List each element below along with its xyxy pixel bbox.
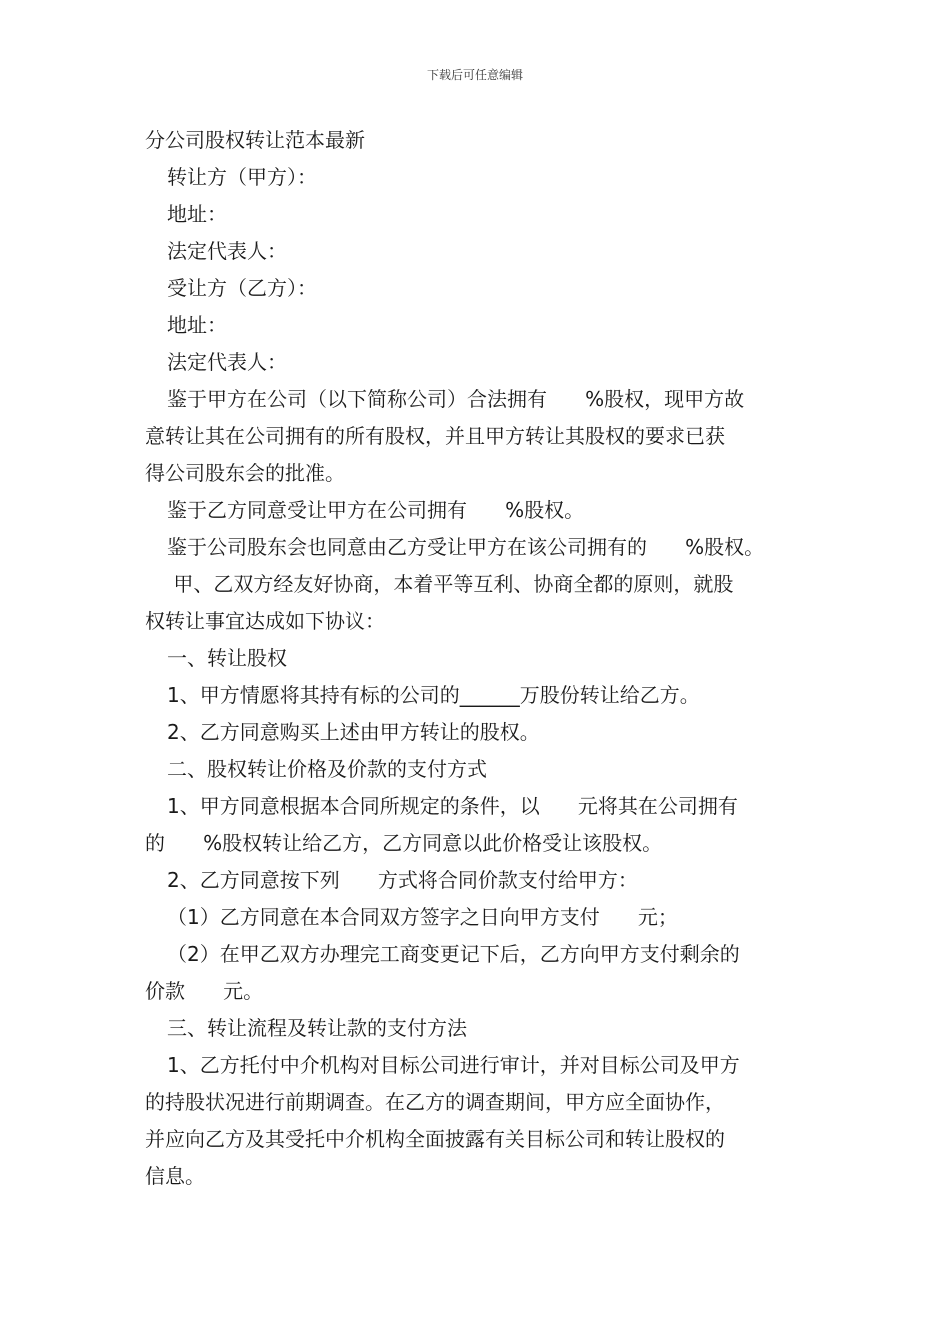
page-header-note: 下载后可任意编辑 bbox=[426, 68, 523, 82]
paragraph-line: 地址： bbox=[167, 313, 227, 337]
paragraph-line: 2、乙方同意按下列 方式将合同价款支付给甲方： bbox=[167, 868, 638, 892]
paragraph-line: 意转让其在公司拥有的所有股权，并且甲方转让其股权的要求已获 bbox=[145, 424, 725, 448]
paragraph-line: 并应向乙方及其受托中介机构全面披露有关目标公司和转让股权的 bbox=[145, 1127, 725, 1151]
paragraph-line: 受让方（乙方）： bbox=[167, 276, 317, 300]
paragraph-line: 的 %股权转让给乙方，乙方同意以此价格受让该股权。 bbox=[145, 831, 663, 855]
paragraph-line: 1、乙方托付中介机构对目标公司进行审计，并对目标公司及甲方 bbox=[167, 1053, 740, 1077]
paragraph-line: 价款 元。 bbox=[145, 979, 264, 1003]
paragraph-line: 2、乙方同意购买上述由甲方转让的股权。 bbox=[167, 720, 540, 744]
paragraph-line: 1、甲方情愿将其持有标的公司的______万股份转让给乙方。 bbox=[167, 683, 700, 707]
paragraph-line: 权转让事宜达成如下协议： bbox=[145, 609, 385, 633]
document-body bbox=[145, 122, 815, 1195]
paragraph-line: 甲、乙双方经友好协商，本着平等互利、协商全都的原则，就股 bbox=[167, 572, 734, 596]
paragraph-line: 地址： bbox=[167, 202, 227, 226]
paragraph-line: 信息。 bbox=[145, 1164, 205, 1188]
paragraph-line: （1）乙方同意在本合同双方签字之日向甲方支付 元； bbox=[167, 905, 678, 929]
section-heading: 二、股权转让价格及价款的支付方式 bbox=[167, 757, 487, 781]
paragraph-line: 鉴于甲方在公司（以下简称公司）合法拥有 %股权，现甲方故 bbox=[167, 387, 745, 411]
document-title: 分公司股权转让范本最新 bbox=[145, 128, 365, 152]
section-heading: 三、转让流程及转让款的支付方法 bbox=[167, 1016, 467, 1040]
paragraph-line: 法定代表人： bbox=[167, 350, 287, 374]
paragraph-line: 的持股状况进行前期调查。在乙方的调查期间，甲方应全面协作， bbox=[145, 1090, 725, 1114]
paragraph-line: 1、甲方同意根据本合同所规定的条件，以 元将其在公司拥有 bbox=[167, 794, 738, 818]
paragraph-line: 鉴于公司股东会也同意由乙方受让甲方在该公司拥有的 %股权。 bbox=[167, 535, 765, 559]
section-heading: 一、转让股权 bbox=[167, 646, 287, 670]
paragraph-line: 法定代表人： bbox=[167, 239, 287, 263]
paragraph-line: 得公司股东会的批准。 bbox=[145, 461, 345, 485]
paragraph-line: 鉴于乙方同意受让甲方在公司拥有 %股权。 bbox=[167, 498, 585, 522]
paragraph-line: 转让方（甲方）： bbox=[167, 165, 317, 189]
paragraph-line: （2）在甲乙双方办理完工商变更记下后，乙方向甲方支付剩余的 bbox=[167, 942, 740, 966]
